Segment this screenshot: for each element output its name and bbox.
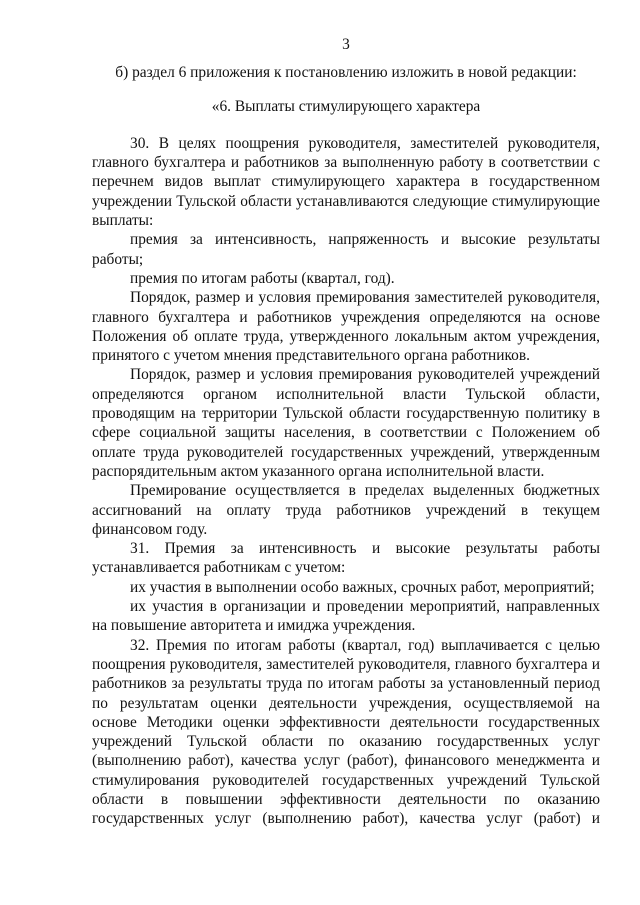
paragraph-32: 32. Премия по итогам работы (квартал, год) выплачивается с целью поощрения руководителя, заместителей руководителя, главного бухгалтера и работников за результаты труда по итогам работы за установленный период по результатам оценки деятельности учреждения, осуществляемой на основе Методики оценки эффективности деятельности государственных учреждений Тульской области по оказанию государственных услуг (выполнению работ), качества услуг (работ), финансового менеджмента и стимулирования руководителей государственных учреждений Тульской области в повышении эффективности деятельности по оказанию государственных услуг (выполнению работ), качества услуг (работ) и [92, 636, 600, 828]
intro-line: б) раздел 6 приложения к постановлению изложить в новой редакции: [115, 64, 577, 82]
paragraph-bonus-intensity: премия за интенсивность, напряженность и высокие результаты работы; [92, 231, 600, 268]
paragraph-31-item-2: их участия в организации и проведении мероприятий, направленных на повышение авторитета и имиджа учреждения. [92, 598, 600, 635]
paragraph-budget-limit: Премирование осуществляется в пределах выделенных бюджетных ассигнований на оплату труда работников учреждений в текущем финансовом году. [92, 482, 600, 538]
paragraph-31: 31. Премия за интенсивность и высокие результаты работы устанавливается работникам с учетом: [92, 540, 600, 577]
paragraph-31-item-1: их участия в выполнении особо важных, срочных работ, мероприятий; [130, 578, 595, 596]
section-title: «6. Выплаты стимулирующего характера [211, 97, 481, 115]
paragraph-bonus-period: премия по итогам работы (квартал, год). [130, 269, 395, 287]
page-number: 3 [342, 36, 350, 53]
document-page [92, 35, 600, 829]
paragraph-30: 30. В целях поощрения руководителя, заместителей руководителя, главного бухгалтера и работников за выполненную работу в соответствии с перечнем видов выплат стимулирующего характера в государственном учреждении Тульской области устанавливаются следующие стимулирующие выплаты: [92, 134, 600, 230]
paragraph-heads-procedure: Порядок, размер и условия премирования руководителей учреждений определяются органом исполнительной власти Тульской области, проводящим на территории Тульской области государственную политику в сфере социальной защиты населения, в соответствии с Положением об оплате труда руководителей государственных учреждений, утвержденным распорядительным актом указанного органа исполнительной власти. [92, 366, 600, 480]
paragraph-deputies-procedure: Порядок, размер и условия премирования заместителей руководителя, главного бухгалтера и работников учреждения определяются на основе Положения об оплате труда, утвержденного локальным актом учреждения, принятого с учетом мнения представительного органа работников. [92, 289, 600, 365]
